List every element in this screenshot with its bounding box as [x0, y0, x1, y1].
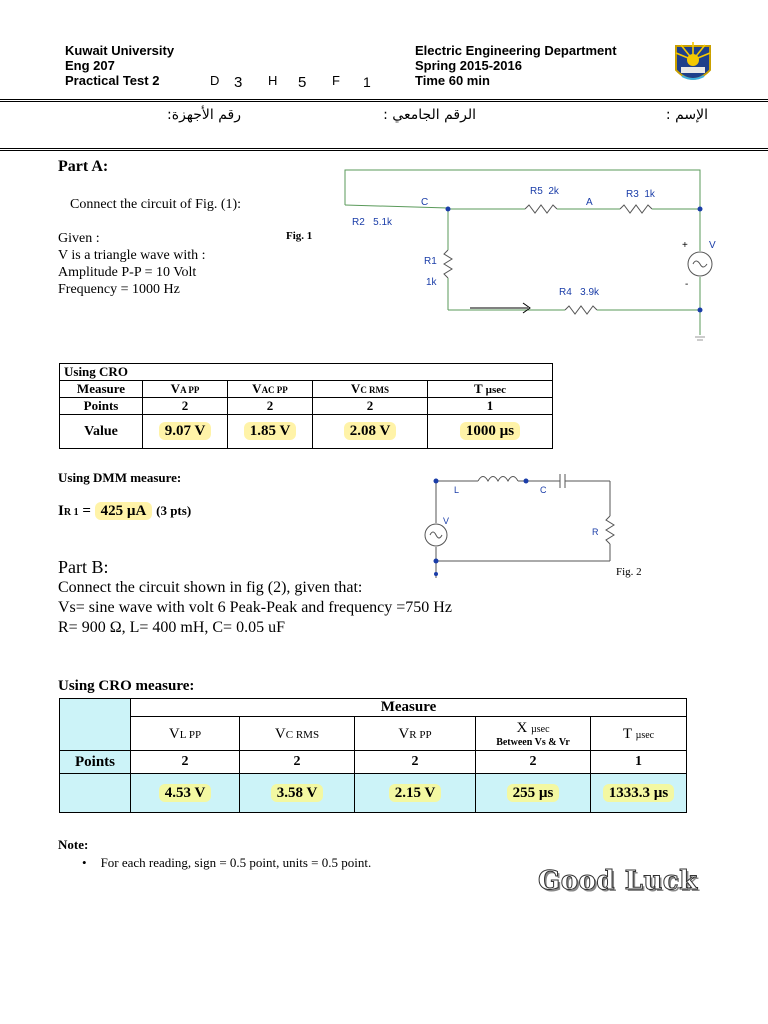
student-id-label: الرقم الجامعي :	[383, 107, 476, 123]
col-main: T	[622, 725, 636, 742]
col-header-t-usec	[591, 717, 687, 751]
points-cell: 2	[355, 751, 476, 774]
r5-value: 2k	[548, 186, 559, 197]
value-cell	[131, 774, 240, 813]
fig2-r-label: R	[592, 527, 599, 537]
col-sub: L PP	[179, 728, 202, 741]
fig2-circuit-diagram	[420, 466, 620, 586]
points-cell: 2	[240, 751, 355, 774]
value-text: 2.15 V	[389, 784, 442, 802]
col-header-vc-rms	[240, 717, 355, 751]
col-main: X	[516, 720, 532, 736]
part-b-description	[58, 578, 452, 638]
r5-name: R5	[530, 186, 543, 197]
points-cell: 1	[591, 751, 687, 774]
col-sub: µsec	[635, 729, 655, 741]
code-digit: 5	[298, 74, 307, 91]
node-c-label: C	[421, 197, 429, 208]
col-main: V	[170, 381, 181, 396]
col-header-vac-pp	[228, 381, 313, 398]
value-text: 1000 µs	[460, 422, 520, 440]
university-seal-icon	[672, 40, 714, 90]
university-block	[65, 43, 174, 88]
col-main: V	[252, 381, 262, 396]
points-cell: 2	[313, 398, 428, 415]
value-cell	[355, 774, 476, 813]
r2-name: R2	[352, 217, 365, 228]
r4-name: R4	[559, 287, 572, 298]
header-rule-top	[0, 99, 768, 100]
col-header-t-usec	[428, 381, 553, 398]
header-rule-top-2	[0, 101, 768, 102]
value-text: 1.85 V	[244, 422, 297, 440]
r4-value: 3.9k	[580, 287, 600, 298]
ir1-equals: =	[78, 503, 95, 519]
time-limit: Time 60 min	[415, 73, 490, 88]
header-rule-bottom	[0, 148, 768, 149]
col-sub: µsec	[531, 724, 550, 735]
col-header-va-pp	[143, 381, 228, 398]
r2-value: 5.1k	[373, 217, 393, 228]
part-a-instruction: Connect the circuit of Fig. (1):	[70, 197, 242, 212]
part-b-cro-label: Using CRO measure:	[58, 678, 195, 694]
col-sub: AC PP	[261, 385, 288, 395]
col-main: V	[168, 725, 180, 742]
ir1-sub: R 1	[63, 507, 79, 518]
points-cell: 2	[228, 398, 313, 415]
table-caption: Using CRO	[60, 364, 553, 381]
col-main: T	[473, 381, 486, 396]
points-cell: 1	[428, 398, 553, 415]
col-header-x-usec	[476, 717, 591, 751]
value-cell	[143, 415, 228, 449]
r3-value: 1k	[644, 189, 655, 200]
given-line: Amplitude P-P = 10 Volt	[58, 265, 197, 280]
part-b-title: Part B:	[58, 557, 109, 577]
note-text: For each reading, sign = 0.5 point, units = 0.5 point.	[100, 855, 372, 870]
r3-name: R3	[626, 189, 639, 200]
value-cell	[476, 774, 591, 813]
part-a-title: Part A:	[58, 158, 109, 175]
given-line: Given :	[58, 231, 100, 246]
student-name-label: الإسم :	[665, 107, 708, 123]
good-luck-text: Good Luck	[538, 866, 698, 896]
test-name: Practical Test 2	[65, 73, 160, 88]
value-text: 9.07 V	[159, 422, 212, 440]
part-b-line: Vs= sine wave with volt 6 Peak-Peak and frequency =750 Hz	[58, 599, 452, 616]
dmm-label: Using DMM measure:	[58, 470, 182, 485]
row-header-points: Points	[60, 751, 131, 774]
department-name: Electric Engineering Department	[415, 43, 617, 58]
ir1-symbol: I	[58, 503, 64, 519]
col-sub: A PP	[180, 385, 200, 395]
col-header-vl-pp	[131, 717, 240, 751]
code-digit: 1	[363, 74, 371, 90]
r4-label	[559, 287, 599, 298]
given-line: Frequency = 1000 Hz	[58, 282, 180, 297]
value-text: 2.08 V	[344, 422, 397, 440]
col-extra: Between Vs & Vr	[496, 737, 570, 748]
part-b-line: Connect the circuit shown in fig (2), given that:	[58, 579, 363, 596]
value-text: 1333.3 µs	[603, 784, 674, 802]
course-code: Eng 207	[65, 58, 115, 73]
r2-label	[352, 217, 392, 228]
header-rule-bottom-2	[0, 150, 768, 151]
note-item	[82, 855, 371, 871]
col-sub: C RMS	[285, 728, 320, 741]
code-digit: 3	[234, 74, 243, 91]
col-sub: µsec	[485, 384, 507, 396]
value-text: 4.53 V	[159, 784, 212, 802]
node-a-label: A	[586, 197, 593, 208]
source-v-label: V	[709, 240, 716, 251]
fig2-caption: Fig. 2	[616, 566, 642, 578]
ir1-points: (3 pts)	[156, 503, 192, 518]
r3-label	[626, 189, 655, 200]
part-a-given	[58, 230, 206, 298]
semester: Spring 2015-2016	[415, 58, 522, 73]
bullet-icon: •	[82, 855, 87, 870]
row-header-value: Value	[60, 415, 143, 449]
col-main: V	[274, 725, 286, 742]
code-letter: F	[332, 73, 340, 88]
points-cell: 2	[143, 398, 228, 415]
measure-header: Measure	[131, 699, 687, 717]
value-text: 255 µs	[507, 784, 560, 802]
points-cell: 2	[476, 751, 591, 774]
given-line: V is a triangle wave with :	[58, 248, 206, 263]
r5-label	[530, 186, 559, 197]
note-title: Note:	[58, 837, 89, 852]
row-header-measure: Measure	[60, 381, 143, 398]
corner-cell	[60, 699, 131, 751]
device-number-label: رقم الأجهزة:	[167, 107, 241, 123]
part-b-cro-table	[59, 698, 687, 813]
r1-value: 1k	[426, 277, 437, 288]
fig1-caption: Fig. 1	[286, 230, 313, 242]
code-letter: H	[268, 73, 278, 88]
value-text: 3.58 V	[271, 784, 324, 802]
col-main: V	[350, 381, 361, 396]
col-main: V	[398, 725, 410, 742]
col-sub: R PP	[409, 728, 432, 741]
source-minus: -	[685, 279, 689, 290]
ir1-measurement	[58, 503, 191, 520]
department-block	[415, 43, 617, 88]
value-cell	[228, 415, 313, 449]
fig2-c-label: C	[540, 485, 547, 495]
code-letter: D	[210, 73, 220, 88]
col-header-vc-rms	[313, 381, 428, 398]
value-cell	[240, 774, 355, 813]
points-cell: 2	[131, 751, 240, 774]
value-cell	[428, 415, 553, 449]
source-plus: +	[682, 240, 688, 251]
col-header-vr-pp	[355, 717, 476, 751]
part-b-line: R= 900 Ω, L= 400 mH, C= 0.05 uF	[58, 619, 285, 636]
ir1-value: 425 µA	[95, 502, 153, 520]
fig2-v-label: V	[443, 516, 450, 526]
fig2-l-label: L	[454, 485, 460, 495]
university-name: Kuwait University	[65, 43, 175, 58]
part-a-cro-table	[59, 363, 553, 449]
value-cell	[591, 774, 687, 813]
value-cell	[313, 415, 428, 449]
exam-code	[210, 73, 380, 91]
value-row-header	[60, 774, 131, 813]
row-header-points: Points	[60, 398, 143, 415]
r1-name: R1	[424, 256, 437, 267]
col-sub: C RMS	[360, 385, 390, 395]
